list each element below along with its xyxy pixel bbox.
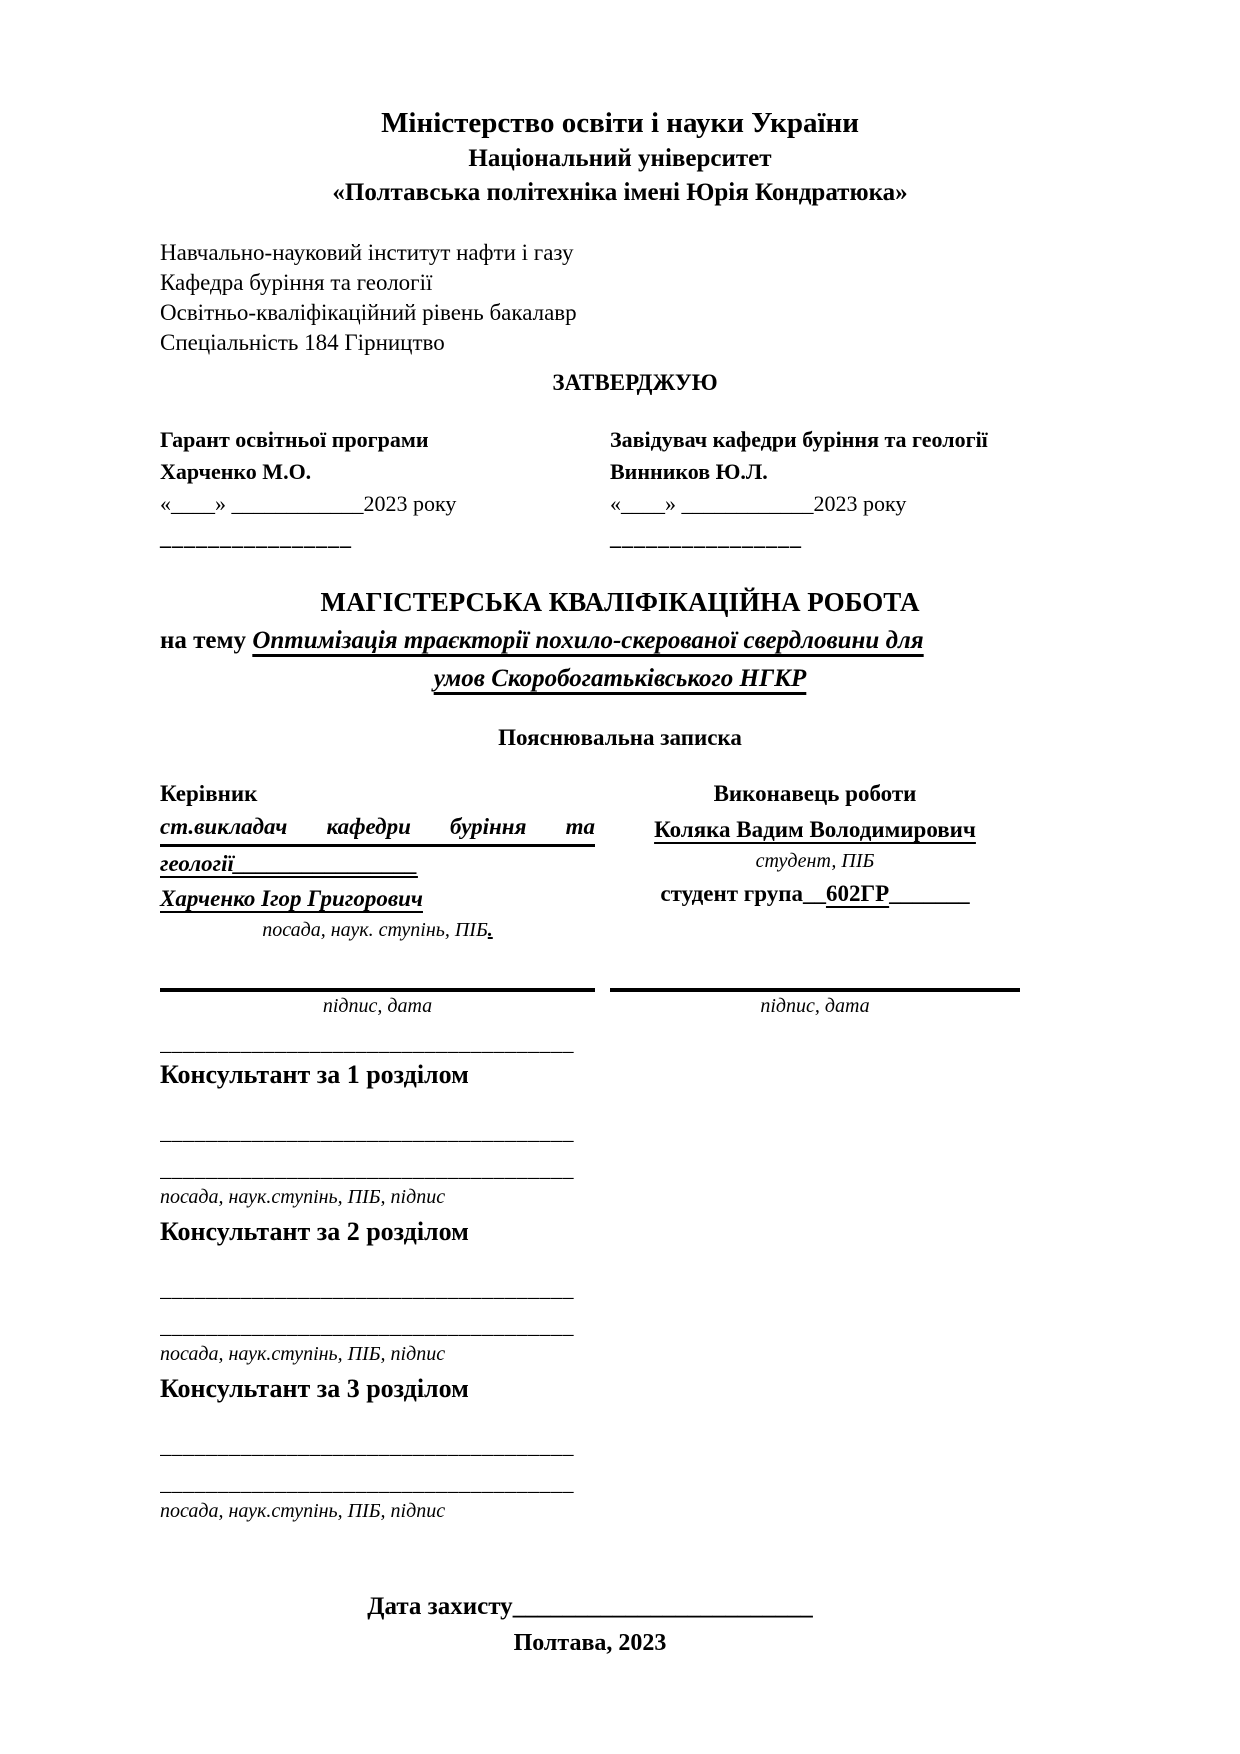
executor-name: Коляка Вадим Володимирович bbox=[654, 817, 976, 842]
consultant-2-line1: ____________________________________ bbox=[160, 1277, 574, 1301]
supervisor-column bbox=[160, 776, 595, 1020]
work-title: МАГІСТЕРСЬКА КВАЛІФІКАЦІЙНА РОБОТА bbox=[320, 587, 920, 617]
executor-group-line bbox=[610, 877, 1020, 911]
consultant-1-line2: ____________________________________ bbox=[160, 1157, 574, 1181]
approval-left-date-line: «____» ____________2023 року bbox=[160, 491, 457, 516]
approval-left-role: Гарант освітньої програми bbox=[160, 427, 429, 452]
consultant-2-line2: ____________________________________ bbox=[160, 1314, 574, 1338]
approval-right bbox=[610, 424, 1050, 556]
executor-signature-area bbox=[610, 988, 1020, 1020]
consultant-1-line1: ____________________________________ bbox=[160, 1120, 574, 1144]
defense-date-underscores: ________________________ bbox=[512, 1593, 813, 1620]
city-year: Полтава, 2023 bbox=[513, 1630, 667, 1656]
approval-right-signature-line: ________________ bbox=[610, 525, 802, 550]
defense-date-label: Дата захисту bbox=[367, 1593, 513, 1620]
supervisor-signature-area bbox=[160, 988, 595, 1020]
supervisor-executor-block bbox=[160, 776, 1110, 1020]
theme-line-1 bbox=[160, 622, 1110, 660]
qualification-level-line: Освітньо-кваліфікаційний рівень бакалавр bbox=[160, 300, 577, 325]
executor-caption: студент, ПІБ bbox=[755, 850, 875, 872]
column-gap bbox=[595, 424, 610, 556]
footer-block bbox=[160, 1589, 1020, 1661]
institute-block bbox=[160, 238, 1110, 358]
defense-date-line bbox=[160, 1589, 1020, 1625]
consultants-top-line: ____________________________________ bbox=[160, 1032, 574, 1054]
supervisor-signature-caption: підпис, дата bbox=[322, 995, 433, 1017]
ministry-title: Міністерство освіти і науки України bbox=[381, 107, 859, 139]
supervisor-position-line2: геології________________ bbox=[160, 851, 418, 876]
approval-left-signature-line: ________________ bbox=[160, 525, 352, 550]
group-value: 602ГР bbox=[825, 881, 890, 906]
supervisor-name: Харченко Ігор Григорович bbox=[160, 886, 423, 911]
institute-line: Навчально-науковий інститут нафти і газу bbox=[160, 240, 574, 265]
supervisor-caption: посада, наук. ступінь, ПІБ. bbox=[262, 919, 493, 941]
approval-right-role: Завідувач кафедри буріння та геології bbox=[610, 427, 988, 452]
supervisor-heading: Керівник bbox=[160, 781, 258, 806]
supervisor-position-line1: ст.викладач кафедри буріння та bbox=[160, 812, 595, 847]
approval-right-name: Винников Ю.Л. bbox=[610, 459, 768, 484]
consultant-3-caption: посада, наук.ступінь, ПІБ, підпис bbox=[160, 1500, 446, 1522]
theme-text: Оптимізація траєкторії похило-скерованої свердловини для bbox=[252, 627, 924, 654]
university-name: «Полтавська політехніка імені Юрія Кондратюка» bbox=[332, 179, 908, 206]
executor-column bbox=[610, 776, 1020, 1020]
approval-block bbox=[160, 424, 1110, 556]
university-title: Національний університет bbox=[468, 145, 772, 172]
group-prefix: студент група__ bbox=[660, 881, 826, 906]
executor-signature-caption: підпис, дата bbox=[760, 995, 870, 1017]
consultant-3-heading: Консультант за 3 розділом bbox=[160, 1374, 469, 1403]
consultant-2-caption: посада, наук.ступінь, ПІБ, підпис bbox=[160, 1343, 446, 1365]
caption-dot: . bbox=[487, 919, 493, 941]
approval-right-date-line: «____» ____________2023 року bbox=[610, 491, 907, 516]
group-suffix: _______ bbox=[889, 881, 970, 906]
speciality-line: Спеціальність 184 Гірництво bbox=[160, 330, 445, 355]
consultants-block bbox=[160, 1032, 595, 1525]
theme-prefix: на тему bbox=[160, 627, 253, 654]
department-line: Кафедра буріння та геології bbox=[160, 270, 433, 295]
consultant-3-line1: ____________________________________ bbox=[160, 1434, 574, 1458]
consultant-1-caption: посада, наук.ступінь, ПІБ, підпис bbox=[160, 1186, 446, 1208]
approval-left bbox=[160, 424, 595, 556]
document-header bbox=[120, 104, 1120, 210]
theme-line-2: умов Скоробогатьківського НГКР bbox=[433, 665, 807, 692]
consultant-3-line2: ____________________________________ bbox=[160, 1471, 574, 1495]
consultant-1-heading: Консультант за 1 розділом bbox=[160, 1060, 469, 1089]
subtitle: Пояснювальна записка bbox=[498, 725, 742, 750]
consultant-2-heading: Консультант за 2 розділом bbox=[160, 1217, 469, 1246]
approve-label: ЗАТВЕРДЖУЮ bbox=[552, 370, 718, 395]
executor-heading: Виконавець роботи bbox=[713, 781, 917, 806]
approval-left-name: Харченко М.О. bbox=[160, 459, 312, 484]
